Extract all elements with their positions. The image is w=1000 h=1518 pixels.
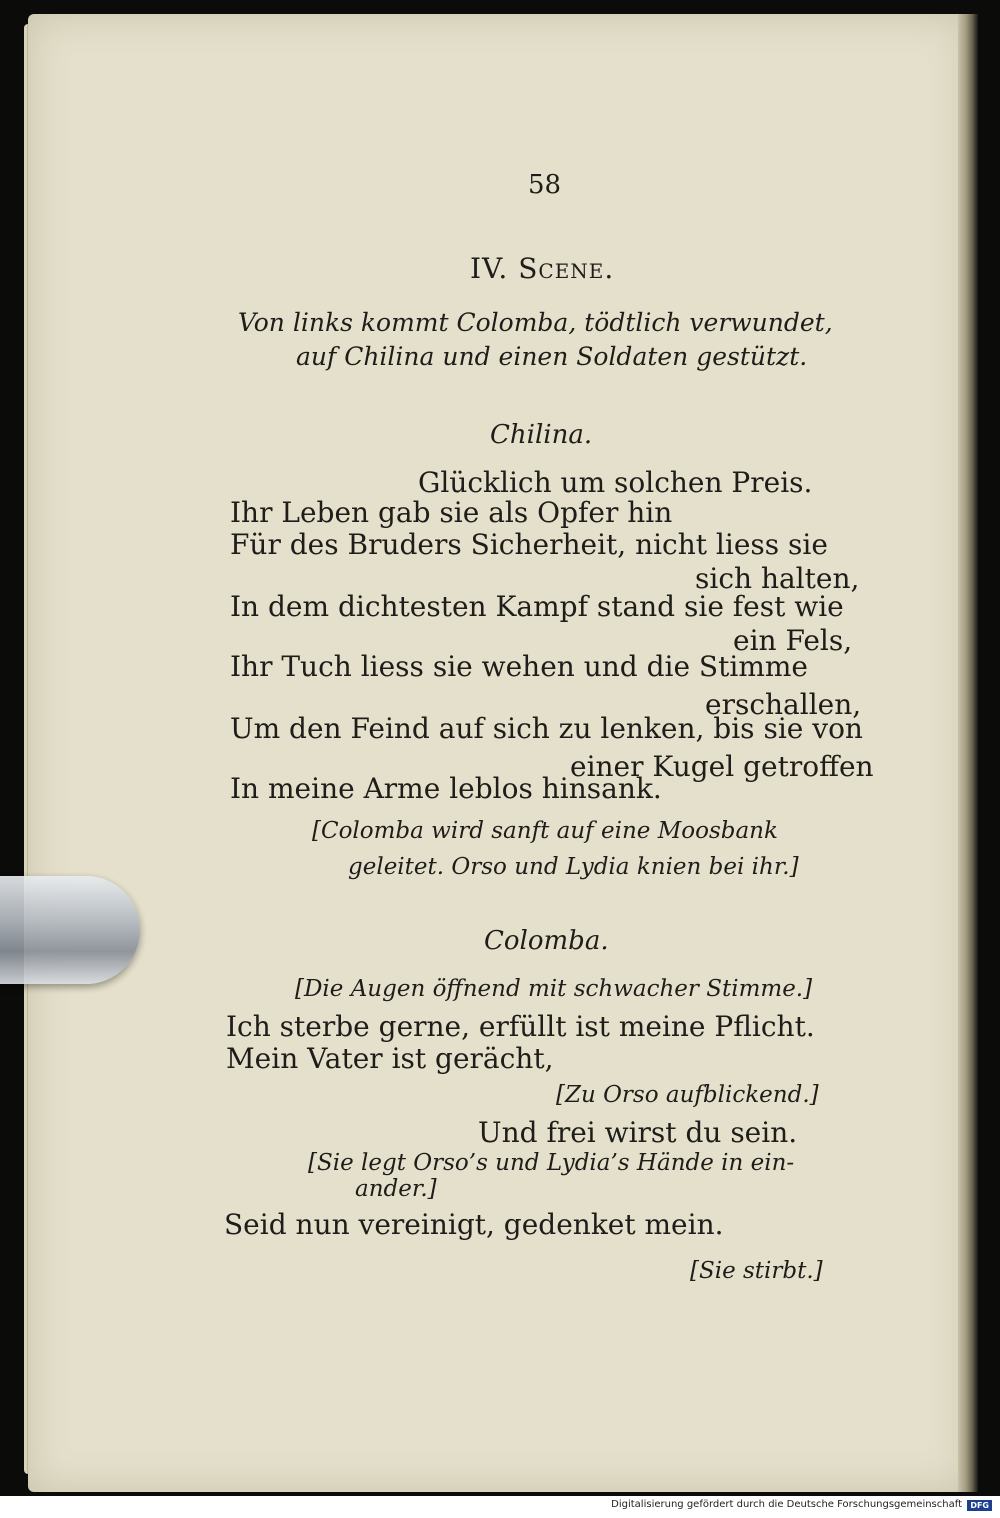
page-number: 58 [528, 170, 562, 200]
verse-line: In meine Arme leblos hinsank. [230, 772, 662, 805]
verse-line: einer Kugel getroffen [570, 750, 874, 783]
verse-line: Für des Bruders Sicherheit, nicht liess sie [230, 528, 828, 561]
book-gutter [958, 14, 978, 1492]
verse-line: erschallen, [705, 688, 862, 721]
verse-line: Glücklich um solchen Preis. [418, 466, 813, 499]
stage-direction-line: ander.] [355, 1176, 437, 1202]
speaker-chilina: Chilina. [490, 420, 593, 450]
stage-direction-line: [Zu Orso aufblickend.] [556, 1082, 819, 1108]
footer-credit: Digitalisierung gefördert durch die Deutsche Forschungsgemeinschaft [611, 1499, 962, 1510]
scene-word: Scene. [518, 252, 615, 285]
stage-direction-line: Von links kommt Colomba, tödtlich verwundet, [238, 308, 833, 337]
verse-line: Mein Vater ist gerächt, [226, 1042, 554, 1075]
footer-strip [0, 1496, 1000, 1518]
stage-direction-line: geleitet. Orso und Lydia knien bei ihr.] [348, 854, 799, 880]
stage-direction-line: [Colomba wird sanft auf eine Moosbank [312, 818, 778, 844]
page-holder-clip [0, 876, 140, 984]
stage-direction-line: [Sie stirbt.] [690, 1258, 823, 1284]
dfg-logo: DFG [967, 1500, 992, 1511]
scene-heading [470, 252, 614, 285]
stage-direction-line: [Die Augen öffnend mit schwacher Stimme.] [295, 976, 813, 1002]
verse-line: Und frei wirst du sein. [478, 1116, 798, 1149]
verse-line: In dem dichtesten Kampf stand sie fest wie [230, 590, 844, 623]
speaker-colomba: Colomba. [484, 926, 609, 956]
verse-line: Ihr Leben gab sie als Opfer hin [230, 496, 673, 529]
verse-line: Seid nun vereinigt, gedenket mein. [224, 1208, 724, 1241]
stage-direction-line: [Sie legt Orso’s und Lydia’s Hände in ein- [308, 1150, 795, 1176]
verse-line: sich halten, [695, 562, 860, 595]
verse-line: Ihr Tuch liess sie wehen und die Stimme [230, 650, 808, 683]
stage-direction-line: auf Chilina und einen Soldaten gestützt. [296, 342, 808, 371]
verse-line: Um den Feind auf sich zu lenken, bis sie von [230, 712, 863, 745]
verse-line: Ich sterbe gerne, erfüllt ist meine Pflicht. [226, 1010, 815, 1043]
scene-numeral: IV. [470, 252, 509, 285]
verse-line: ein Fels, [733, 624, 853, 657]
